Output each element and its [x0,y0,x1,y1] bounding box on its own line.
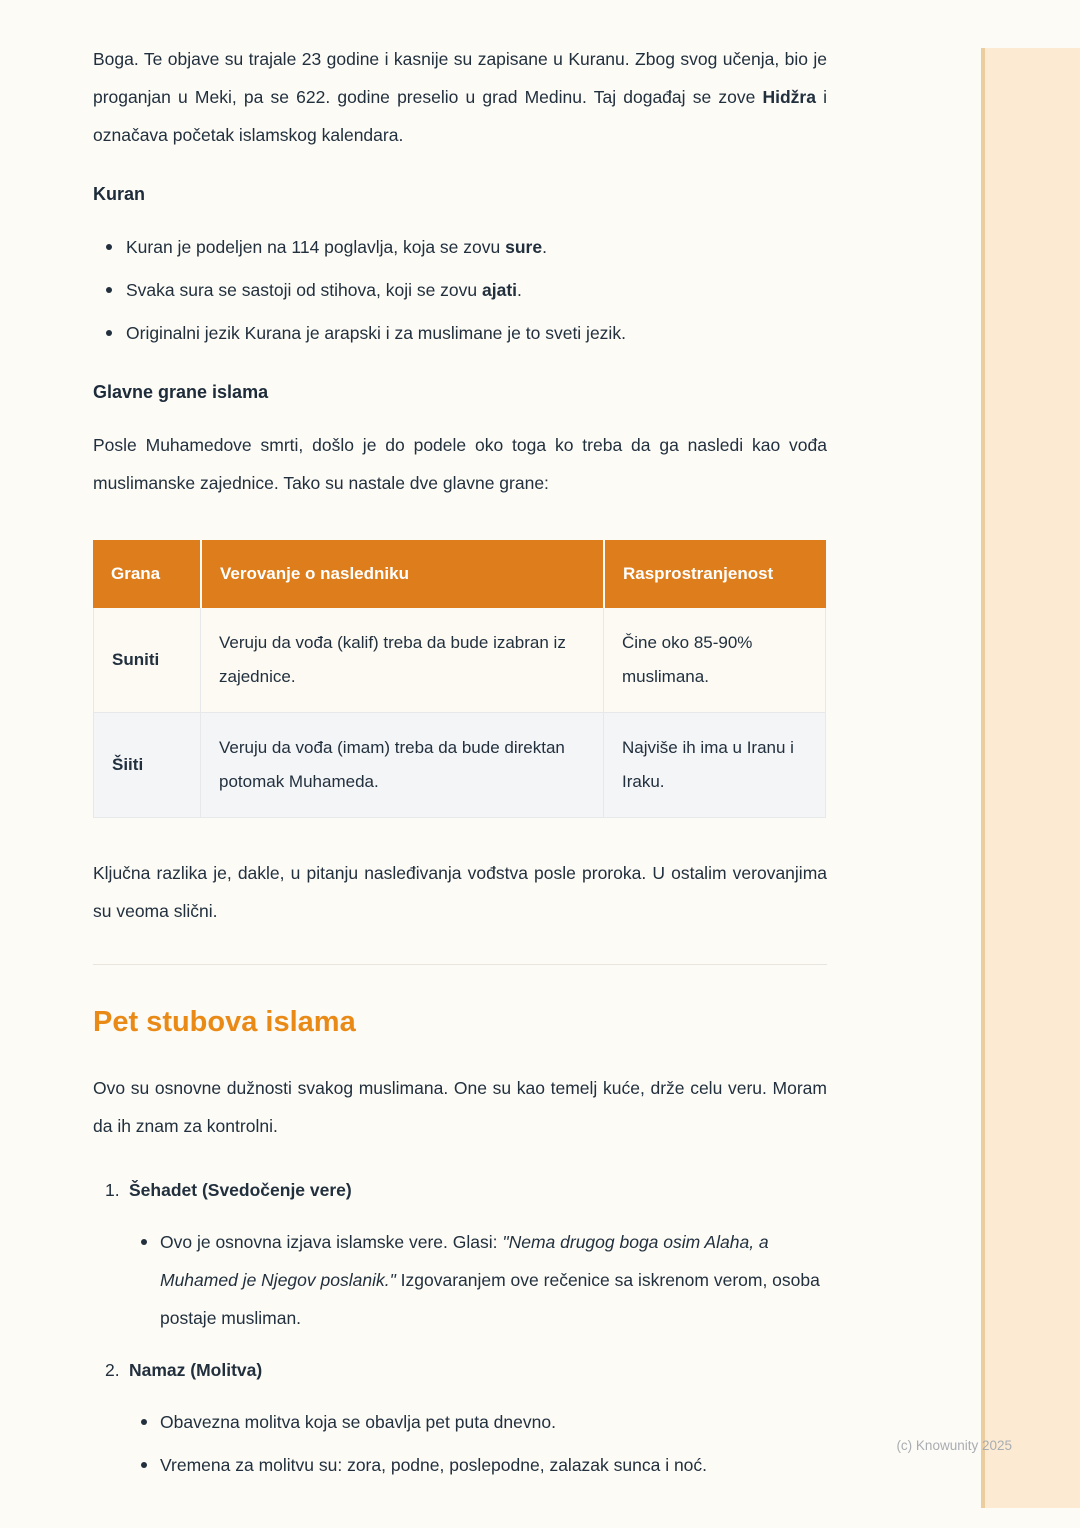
cell-verovanje: Veruju da vođa (imam) treba da bude direktan potomak Muhameda. [200,713,603,818]
pillar-sub-bullets [93,1403,827,1484]
bullet-icon [141,1419,147,1425]
bullet-icon [106,244,112,250]
bullet-text: Ovo je osnovna izjava islamske vere. Glasi: "Nema drugog boga osim Alaha, a Muhamed je Njegov poslanik." Izgovaranjem ove rečenice sa iskrenom verom, osoba postaje musliman. [160,1232,820,1328]
pillar-title: Šehadet (Svedočenje vere) [129,1180,352,1200]
bullet-icon [141,1462,147,1468]
branches-table [93,540,826,818]
pillar-head [93,1351,827,1389]
bullet-text: Vremena za molitvu su: zora, podne, poslepodne, zalazak sunca i noć. [160,1455,708,1475]
pillars-heading: Pet stubova islama [93,1006,356,1038]
cell-rasprostranjenost: Čine oko 85-90% muslimana. [603,608,826,713]
list-item [93,228,827,266]
page-edge-stripe [981,48,1080,1508]
table-row [93,713,826,818]
grane-heading: Glavne grane islama [93,382,269,402]
bullet-text: Kuran je podeljen na 114 poglavlja, koja se zovu sure. [126,237,547,257]
list-item [93,1403,827,1441]
table-header-verovanje: Verovanje o nasledniku [200,540,603,608]
kuran-heading: Kuran [93,184,146,204]
bullet-icon [106,330,112,336]
pillar-item-namaz [93,1351,827,1484]
bullet-text: Originalni jezik Kurana je arapski i za muslimane je to sveti jezik. [126,323,626,343]
document-content [93,40,827,1498]
cell-rasprostranjenost: Najviše ih ima u Iranu i Iraku. [603,713,826,818]
pillar-sub-bullets [93,1223,827,1337]
table-header-rasprostranjenost: Rasprostranjenost [603,540,826,608]
bullet-icon [141,1239,147,1245]
section-divider [93,964,827,965]
cell-verovanje: Veruju da vođa (kalif) treba da bude izabran iz zajednice. [200,608,603,713]
pillar-number: 1. [105,1180,120,1200]
grane-closing-paragraph: Ključna razlika je, dakle, u pitanju nasleđivanja vođstva posle proroka. U ostalim verovanjima su veoma slični. [93,863,827,921]
bullet-text: Svaka sura se sastoji od stihova, koji se zovu ajati. [126,280,522,300]
quote-italic: "Nema drugog boga osim Alaha, a Muhamed je Njegov poslanik." [160,1232,769,1290]
list-item [93,314,827,352]
intro-text: Boga. Te objave su trajale 23 godine i kasnije su zapisane u Kuranu. Zbog svog učenja, bio je proganjan u Meki, pa se 622. godine preselio u grad Medinu. Taj događaj se zove [93,49,827,107]
bullet-text: Obavezna molitva koja se obavlja pet puta dnevno. [160,1412,556,1432]
list-item [93,1223,827,1337]
bullet-icon [106,287,112,293]
cell-grana: Suniti [93,608,200,713]
intro-bold-hidzra: Hidžra [762,87,816,107]
list-item [93,1446,827,1484]
grane-paragraph: Posle Muhamedove smrti, došlo je do podele oko toga ko treba da ga nasledi kao vođa muslimanske zajednice. Tako su nastale dve glavne grane: [93,435,827,493]
pillars-intro-paragraph: Ovo su osnovne dužnosti svakog muslimana. One su kao temelj kuće, drže celu veru. Moram da ih znam za kontrolni. [93,1078,827,1136]
table-row [93,608,826,713]
pillar-item-sehadet [93,1171,827,1337]
intro-paragraph [93,40,827,154]
pillar-number: 2. [105,1360,120,1380]
kuran-bullet-list [93,228,827,352]
intro-text-end: i označava početak islamskog kalendara. [93,87,828,145]
pillar-title: Namaz (Molitva) [129,1360,263,1380]
list-item [93,271,827,309]
table-header-row [93,540,826,608]
cell-grana: Šiiti [93,713,200,818]
table-header-grana: Grana [93,540,200,608]
watermark: (c) Knowunity 2025 [896,1438,1012,1453]
pillars-list [93,1171,827,1484]
pillar-head [93,1171,827,1209]
